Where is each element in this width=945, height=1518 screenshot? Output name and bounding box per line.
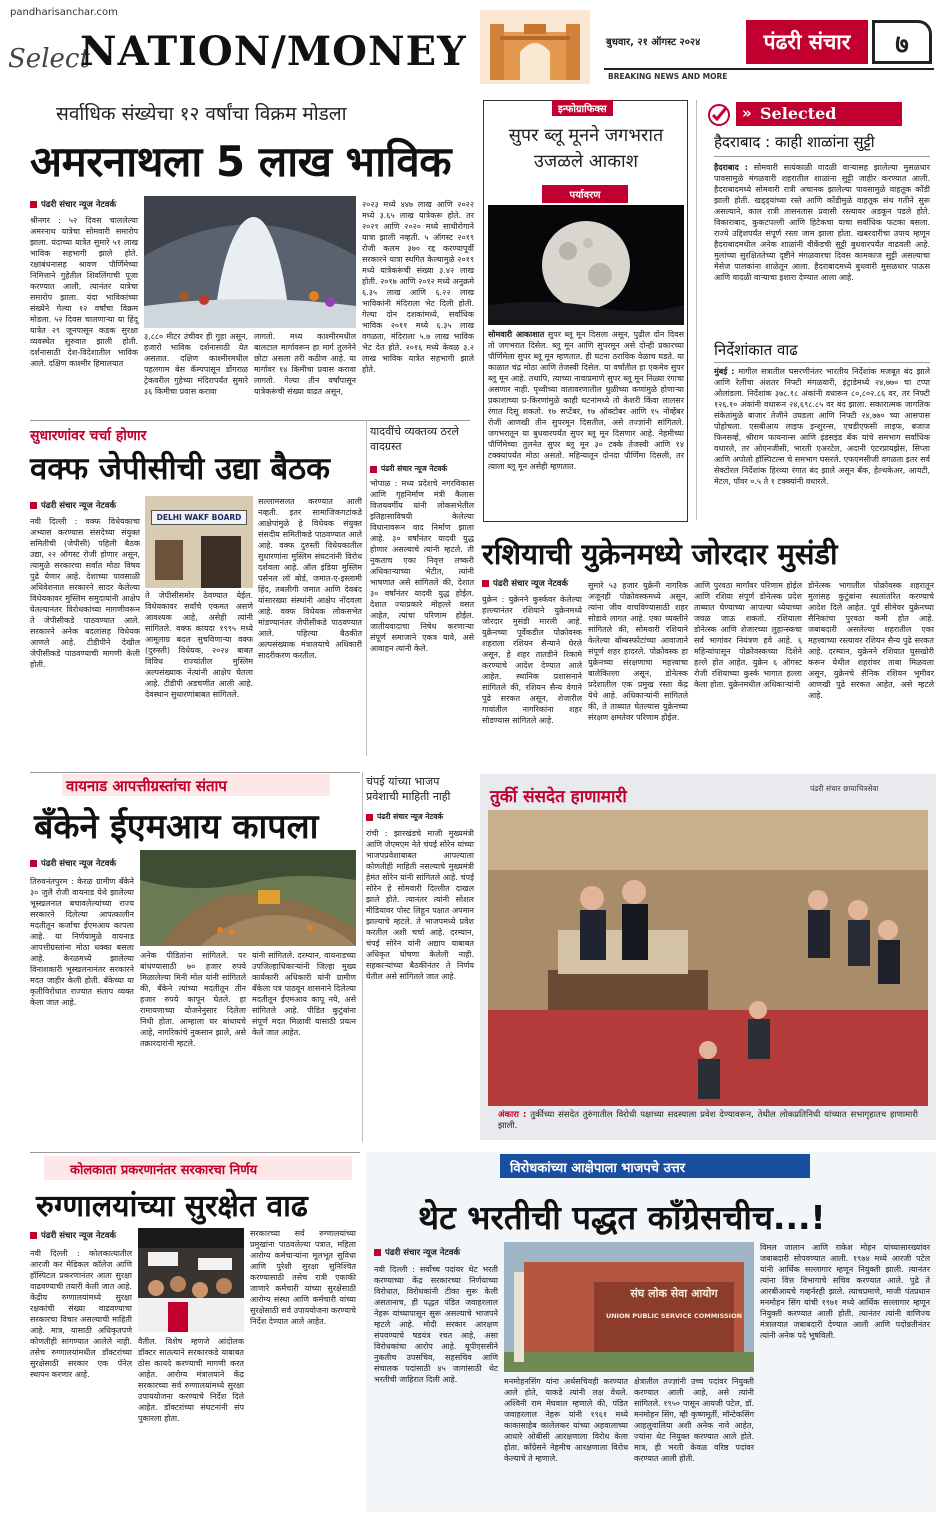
infographic-lead: सोमवारी आकाशात bbox=[488, 330, 545, 339]
section-rule-wayanad bbox=[30, 772, 360, 773]
russia-col4: डोनेत्स्क भागातील पोक्रोवस्क शहरातून मुलांसह कुटुंबांना स्थलांतरित करण्याचे आदेश दिले आहेत. पूर्व सीमेवर युक्रेनच्या सैनिकांचा पुरवठा कमी होत आहे. जबाबदारी असलेल्या शहरातील एका महत्त्वाच्या रस्त्यावर रशियन सैन्य पुढे सरकत आहे. दरम्यान, युक्रेनने रशियात घुसखोरी करून येथील शहरांवर ताबा मिळवला असून, युक्रेनचे सैनिक रशियन भूमीवर आणखी पुढे सरकत आहेत, असे म्हटले आहे. bbox=[808, 581, 934, 700]
selected-tag: Selected bbox=[760, 104, 837, 123]
parliament-brawl-photo bbox=[488, 810, 928, 1106]
amarnath-kicker: सर्वाधिक संख्येचा १२ वर्षांचा विक्रम मोडला bbox=[56, 103, 347, 125]
infographic-tag: इन्फोग्राफिक्स bbox=[552, 100, 613, 116]
selected-headline-1: हैदराबाद : काही शाळांना सुट्टी bbox=[714, 133, 875, 151]
wayanad-headline: बँकेने ईएमआय कापला bbox=[34, 807, 319, 847]
yadav-headline: यादवींचे व्यक्तव्य ठरले वादग्रस्त bbox=[370, 425, 459, 453]
selected-text-1-body: सोमवारी सायंकाळी वादळी वाऱ्यासह झालेल्या मुसळधार पावसामुळे मंगळवारी शहरातील शाळांना सुट्टी जाहीर करण्यात आली. हैदराबादमध्ये सोमवारी रात्री अचानक झालेल्या पावसामुळे वाहतूक कोंडी झाली होती. खड्ड्यांच्या रस्ते आणि कोंडीमुळे वाहतूक संथ गतीने सुरू असल्याने, काल रात्री तासनतास प्रवासी रस्त्यावर अडकून पडले होते. विकाराबाद, कुकटपल्ली आणि हिटेकचा याचा सर्वाधिक फटका बसला. राज्ये उद्दिशपर्यंत संपूर्ण रस्ता जाम झाला होता. खबरदारीचा उपाय म्हणून हैदराबादमधील अनेक शाळांनी वीकेंडची सुट्टी बुधवारपर्यंत वाढवली आहे. मुलांच्या सुरक्षिततेच्या दृष्टीने मंगळवारचा दिवस कामकाज सुट्टी असल्याचा मेसेज पालकांना शाळेतून आला. हैदराबादमध्ये बुधवारी मुसळधार पाऊस आणि वादळी वाऱ्याचा इशारा देण्यात आला आहे. bbox=[714, 163, 931, 282]
champai-byline: पंढरी संचार न्यूज नेटवर्क bbox=[366, 812, 443, 822]
wayanad-col3: यांनी सांगितले. दरम्यान, वायनाडच्या उपजिल्हाधिकाऱ्यांनी जिल्हा मुख्य कार्यकारी अधिकारी यांनी ग्रामीण बँकेला पत्र पाठवून शासनाने दिलेल्या मदतीतून ईएमआय कापू नये, असे सांगितले आहे. पीडित कुटुंबांना संपूर्ण मदत मिळावी यासाठी प्रयत्न केले जात आहेत. bbox=[252, 951, 356, 1037]
select-label: Select bbox=[8, 44, 90, 74]
turkey-caption-box bbox=[488, 1108, 928, 1140]
super-moon-photo bbox=[488, 205, 684, 325]
infographic-body: सुपर ब्लू मून दिसला असून, पुढील दोन दिवस तो जगभरात दिसेल. ब्लू मून आणि सुपरमून असे दोन्ही प्रकारच्या पौर्णिमेला सुपर ब्लू मून म्हणतात. ही घटना ठराविक वेळाच घडते. या काळात चंद्र मोठा आणि तेजस्वी दिसेल. या वर्षांतील हा एकमेव सुपर ब्लू मून आहे. तथापि, त्याच्या नावाप्रमाणे सुपर ब्लू मून निळ्या रंगाचा असणार नाही. पृथ्वीच्या वातावरणातील धुळीच्या कणांमुळे होणाऱ्या प्रकाशाच्या प्र-किरणांमुळे काही घटनांमध्ये तो केशरी किंवा लालसर रंगात दिसू शकतो. १७ सप्टेंबर, १७ ऑक्टोबर आणि १५ नोव्हेंबर रोजी आणखी तीन सुपरमून दिसतील, असे तज्ज्ञांनी सांगितले. जगभरातून या बुधवारपर्यंत सुपर ब्लू मून दिसणार आहे. नेहमीच्या पौर्णिमेच्या तुलनेत सुपर ब्लू मून ३० टक्के तेजस्वी आणि १४ टक्क्यांपर्यंत मोठा असतो. महिन्यातून दोनदा पौर्णिमा दिसली, तर त्याला ब्लू मून असेही म्हणतात. bbox=[488, 330, 684, 471]
kolkata-byline: पंढरी संचार न्यूज नेटवर्क bbox=[30, 1230, 116, 1241]
chevrons-icon: » bbox=[742, 104, 752, 122]
paper-name-box bbox=[746, 20, 868, 64]
gateway-monument-icon bbox=[480, 10, 590, 84]
selected-text-1 bbox=[714, 162, 930, 324]
russia-headline: रशियाची युक्रेनमध्ये जोरदार मुसंडी bbox=[482, 537, 838, 571]
wayanad-col1: तिरुवनंतपुरम : केरळ ग्रामीण बँकेने ३० जुलै रोजी वायनाड येथे झालेल्या भूस्खलनात बचावलेल्यांच्या राज्य सरकारने दिलेल्या आपत्कालीन मदतीतून कर्जाचा ईएमआय कापला आहे. या निर्णयामुळे वायनाड आपत्तीग्रस्तांना मोठा धक्का बसला आहे. केरळमध्ये झालेल्या विनाशकारी भूस्खलनानंतर सरकारने मदत जाहीर केली होती. बँकेच्या या कृतीविरोधात राज्यात संताप व्यक्त केला जात आहे. bbox=[30, 877, 134, 1007]
masthead-rule bbox=[604, 68, 934, 70]
amarnath-byline: पंढरी संचार न्यूज नेटवर्क bbox=[30, 199, 116, 210]
wayanad-aside-divider bbox=[362, 772, 363, 1142]
upsc-sign-hindi: संघ लोक सेवा आयोग bbox=[630, 1287, 718, 1300]
turkey-caption bbox=[498, 1110, 918, 1138]
kolkata-col2: वैतील. विशेष म्हणजे आंदोलक डॉक्टर सातत्याने सरकारकडे याबाबत ठोस कायदे करण्याची मागणी करत आहेत. आरोग्य मंत्रालयाने केंद्र सरकारच्या सर्व रुग्णालयांमध्ये सुरक्षा उपाययोजना करण्याचे निर्देश दिले आहेत. डॉक्टरांच्या संघटनांनी संप पुकारला होता. bbox=[138, 1337, 244, 1423]
selected-headline-2: निर्देशांकात वाढ bbox=[714, 341, 798, 359]
upsc-byline: पंढरी संचार न्यूज नेटवर्क bbox=[374, 1247, 460, 1258]
waqf-col1: नवी दिल्ली : वक्फ विधेयकाचा अभ्यास करण्यास संसदेच्या संयुक्त समितीची (जेपीसी) पहिली बैठक उद्या, २२ ऑगस्ट रोजी होणार असून, त्यामुळे सरकारचा सर्वात मोठा विषय पुढे येणार आहे. देशाच्या पावसाळी अधिवेशनात सरकारने सादर केलेल्या विधेयकावर मुस्लिम समुदायांनी आक्षेप घेतल्यानंतर विरोधकांच्या मागणीवरून ते जेपीसीकडे पाठवण्यात आले. सरकारने अनेक बदलांसह विधेयक आणले आहे. टीडीपीने देखील जेपीसीकडे पाठवण्याची मागणी केली होती. bbox=[30, 517, 140, 669]
amarnath-col3: लागतो. मध्य काश्मीरमधील बालटाल मार्गावरून हा मार्ग तुलनेने छोटा असला तरी कठीण आहे. या मार्गावर १४ किमीचा प्रवास करावा लागतो. गेल्या तीन वर्षांपासून यात्रेकरूंची संख्या वाढत असून, bbox=[254, 332, 356, 396]
upsc-headline: थेट भरतीची पद्धत काँग्रेसचीच...! bbox=[418, 1198, 826, 1237]
turkey-caption-lead: अंकारा : bbox=[498, 1110, 527, 1120]
infographic-subtag: पर्यावरण bbox=[542, 185, 628, 203]
wayanad-byline: पंढरी संचार न्यूज नेटवर्क bbox=[30, 858, 116, 869]
upsc-sign-english: UNION PUBLIC SERVICE COMMISSION bbox=[605, 1312, 743, 1320]
building-window bbox=[155, 540, 183, 580]
landslide-photo bbox=[140, 850, 356, 946]
selected-tag-box bbox=[736, 102, 902, 126]
wayanad-kicker: वायनाड आपत्तीग्रस्तांचा संताप bbox=[66, 777, 227, 795]
champai-headline: चंपई यांच्या भाजप प्रवेशाची माहिती नाही bbox=[366, 775, 451, 803]
kolkata-headline: रुग्णालयांच्या सुरक्षेत वाढ bbox=[36, 1189, 308, 1224]
champai-text: रांची : झारखंडचे माजी मुख्यमंत्री आणि जेएमएम नेते चंपई सोरेन यांच्या भाजपप्रवेशाबाबत आपल्याला कोणतीही माहिती नसल्याचे मुख्यमंत्री हेमंत सोरेन यांनी सांगितले आहे. चंपई सोरेन हे सोमवारी दिल्लीत दाखल झाले होते. त्यानंतर त्यांनी सोशल मीडियावर पोस्ट लिहून पक्षात अपमान झाल्याचे म्हटले. ते भाजपमध्ये प्रवेश करतील अशी चर्चा आहे. दरम्यान, चंपई सोरेन यांनी अद्याप याबाबत अधिकृत घोषणा केलेली नाही. सहकाऱ्यांच्या बैठकीनंतर ते निर्णय घेतील असे सांगितले जात आहे. bbox=[366, 829, 474, 981]
paper-name: पंढरी संचार bbox=[763, 30, 851, 54]
issue-date: बुधवार, २१ ऑगस्ट २०२४ bbox=[606, 37, 701, 48]
kolkata-kicker: कोलकाता प्रकरणानंतर सरकारचा निर्णय bbox=[70, 1163, 258, 1178]
turkey-box bbox=[480, 774, 936, 1140]
waqf-col3: सल्लामसलत करण्यात आली नव्हती. इतर सामाजिकगटांकडे आक्षेपांमुळे हे विधेयक संयुक्त संसदीय समितीकडे पाठवण्यात आले आहे. वक्फ दुरुस्ती विधेयकातील सुधारणांना मुस्लिम संघटनांनी विरोध दर्शवला आहे. ऑल इंडिया मुस्लिम पर्सनल लॉ बोर्ड, जमात-ए-इस्लामी हिंद, तबलीगी जमात आणि देवबंद यांसारख्या संस्थांनी आक्षेप नोंदवला आहे. वक्फ विधेयक लोकसभेत मांडण्यानंतर जेपीसीकडे पाठवण्यात आले. पहिल्या बैठकीत अल्पसंख्याक मंत्रालयाचे अधिकारी सादरीकरण करतील. bbox=[258, 497, 362, 660]
page-number-box bbox=[872, 20, 932, 64]
waqf-byline: पंढरी संचार न्यूज नेटवर्क bbox=[30, 500, 116, 511]
amarnath-headline: अमरनाथला 5 लाख भाविक bbox=[30, 137, 451, 186]
waqf-headline: वक्फ जेपीसीची उद्या बैठक bbox=[30, 451, 330, 487]
masthead bbox=[0, 0, 945, 96]
breaking-news: BREAKING NEWS AND MORE bbox=[608, 72, 728, 81]
page-number: ७ bbox=[895, 30, 909, 60]
russia-col3: आणि पुरवठा मार्गांवर परिणाम होईल आणि रशिया संपूर्ण डोनेत्स्क प्रदेश ताब्यात घेण्याच्या आपल्या ध्येयाच्या जवळ जाऊ शकतो. रशियाला डोनेत्स्क आणि शेजारच्या लुहान्स्कचा सर्व भागांवर नियंत्रण हवे आहे. ६ महिन्यांपासून पोक्रोवस्कच्या दिशेने हल्ले होत आहेत. युक्रेन ६ ऑगस्ट रोजी रशियाच्या कुर्स्क भागात हल्ला केला होता. युक्रेनमधील अधिकाऱ्यांनी bbox=[694, 581, 802, 689]
selected-text-2-lead: मुंबई : bbox=[714, 367, 735, 376]
waqf-board-sign: DELHI WAKF BOARD bbox=[151, 510, 247, 525]
amarnath-col2: ३,८८० मीटर उंचीवर ही गुहा असून, हजारो भाविक दर्शनासाठी येत असतात. दक्षिण काश्मीरमधील पहलगाम बेस कॅम्पपासून डोंगराळ ट्रेकवरील गुहेच्या मंदिरापर्यंत सुमारे ३६ किमीचा प्रवास करावा bbox=[144, 332, 248, 396]
amarnath-cave-photo bbox=[144, 196, 356, 328]
russia-byline: पंढरी संचार न्यूज नेटवर्क bbox=[482, 578, 568, 589]
section-title: NATION/MONEY bbox=[80, 28, 467, 75]
building-door bbox=[201, 536, 241, 588]
russia-col2: सुमारे ५३ हजार युक्रेनी नागरिक अजूनही पोक्रोवस्कमध्ये असून, त्यांना जीव वाचविण्यासाठी शहर सोडावे लागत आहे. एका व्यक्तीने सांगितले की, सोमवारी रशियाने केलेल्या बॉम्बस्फोटांच्या आवाजाने संपूर्ण शहर हादरले. पोक्रोवस्क हा युक्रेनच्या संरक्षणाचा महत्त्वाचा बालेकिल्ला असून, डोनेत्स्क प्रदेशातील एक प्रमुख रस्ता केंद्र येथे आहे. अधिकाऱ्यांनी सांगितले की, ते ताब्यात घेतल्यास युक्रेनच्या संरक्षण क्षमतेवर परिणाम होईल. bbox=[588, 581, 688, 722]
infographic-text bbox=[488, 329, 684, 519]
kolkata-col3: सरकारच्या सर्व रुग्णालयांच्या प्रमुखांना पाठवलेल्या पत्रात, महिला आरोग्य कर्मचाऱ्यांना मूलभूत सुविधा आणि पुरेशी सुरक्षा सुनिश्चित करण्यासाठी तसेच रात्री एकाकी जाणारे कर्मचारी यांच्या सुरक्षेसाठी आरोग्य संस्था आणि कर्मचारी यांच्या सुरक्षेसाठी सर्व उपाययोजना करण्याचे निर्देश देण्यात आले आहेत. bbox=[250, 1229, 356, 1326]
site-url[interactable]: pandharisanchar.com bbox=[10, 7, 118, 18]
amarnath-col4: २०२३ मध्ये ४४७ लाख आणि २०२२ मध्ये ३.६५ लाख यात्रेकरू होते. तर २०२१ आणि २०२० मध्ये साथीरोगाने यात्रा झाली नव्हती. ५ ऑगस्ट २०१९ रोजी कलम ३७० रद्द करण्यापूर्वी सरकारने यात्रा स्थगित केल्यामुळे २०१९ मध्ये यात्रेकरूंची संख्या ३.४२ लाख होती. २०१७ आणि २०१२ मध्ये अनुक्रमे ६.३५ लाख आणि ६.२२ लाख भाविकांनी मंदिराला भेट दिली होती. गेल्या दोन दशकांमध्ये, सर्वाधिक भाविक २०११ मध्ये ६.३५ लाख वगळता, मंदिराला ५.७ लाख भाविक भेट देत होते. २०१६ मध्ये केवळ ३.२ लाख भाविक यात्रेत सहभागी झाले होते. bbox=[362, 200, 474, 374]
upsc-col1: नवी दिल्ली : सर्वोच्च पदांवर थेट भरती करण्याच्या केंद्र सरकारच्या निर्णयाच्या विरोधात, विरोधकांनी टीका सुरू केली असतानाच, ही पद्धत पंडित जवाहरलाल नेहरू यांच्यापासून सुरू असल्याचे भाजपने म्हटले आहे. मोदी सरकार आरक्षण संपवण्याचे षडयंत्र रचत आहे, असा विरोधकांचा आरोप आहे. यूपीएससीने नुकतीच उपसचिव, सहसचिव आणि संचालक पदांसाठी ४५ जागांसाठी थेट भरतीची जाहिरात दिली आहे. bbox=[374, 1265, 498, 1384]
amarnath-col1: श्रीनगर : ५२ दिवस चाललेल्या अमरनाथ यात्रेचा सोमवारी समारोप झाला. यंदाच्या यात्रेत सुमारे ५१ लाख भाविक सहभागी झाले होते. रक्षाबंधनासह श्रावण पौर्णिमेच्या निमित्ताने गुहेतील शिवलिंगाची पूजा करण्यात आली, त्यानंतर यात्रेचा समारोप झाला. यंदा भाविकांच्या संख्येने गेल्या १२ वर्षांचा विक्रम मोडला. ५२ दिवस चालणाऱ्या या हिंदू यात्रेत २९ जूनपासून कडक सुरक्षा व्यवस्थेत सुरुवात झाली होती. दर्शनासाठी देश-विदेशातील भाविक आले. दक्षिण काश्मीर हिमालयात bbox=[30, 216, 138, 368]
selected-text-2-body: मागील सत्रातील घसरणीनंतर भारतीय निर्देशांक मजबूत बंद झाले आणि रेलींचा अंशतर निफ्टी मंगळवारी, इंट्राडेमध्ये २४,७७० चा टप्पा ओलांडला. निर्देशांक ३७८.१८ अंकांनी वधारून ८०,८०२.८६ वर, तर निफ्टी १२६.१० अंकांनी वधारून २४,६९८.८५ वर बंद झाला. सकारात्मक जागतिक संकेतांमुळे बाजार तेजीने उघडला आणि निफ्टी २४,७७० च्या आसपास पोहोचला. एसबीआय लाइफ इन्शुरन्स, एचडीएफसी लाइफ, बजाज फिनसर्व्ह, श्रीराम फायनान्स आणि इंडसइंड बँक यांचे समभाग सर्वाधिक वधारले, तर ओएनजीसी, भारती एअरटेल, अदानी एंटरप्रायझेस, सिप्ला आणि अपोलो हॉस्पिटल्स चे समभाग घसरले. एफएमसीजी वगळता इतर सर्व सेक्टोरल निर्देशांक हिरव्या रंगात बंद झाले असून बँक, हेल्थकेअर, आयटी, मेटल, पॉवर ०.५ ते १ टक्क्यांनी वधारले. bbox=[714, 367, 931, 486]
yadav-text: भोपाळ : मध्य प्रदेशचे नगरविकास आणि गृहनिर्माण मंत्री कैलास विजयवर्गीय यांनी लोकसभेतील इतिहासाविषयी केलेल्या विधानावरून वाद निर्माण झाला आहे. ३० वर्षांनंतर यादवी युद्ध होणार असल्याचे त्यांनी म्हटले. ती नुकताच एका निवृत्त लष्करी अधिकाऱ्याच्या भेटीत, त्यांनी भाषणात असे सांगितले की, देशात ३० वर्षांनंतर यादवी युद्ध होईल. देशात ज्याप्रकारे मोहल्ले वसत आहेत, त्यांचा परिणाम होईल. जातीयवादाचा निषेध करणाऱ्या संपूर्ण समाजाने एकत्र यावे, असे आवाहन त्यांनी केले. bbox=[370, 479, 474, 653]
russia-col1: युक्रेन : युक्रेनने कुर्स्कवर केलेल्या हल्ल्यानंतर रशियाने युक्रेनमध्ये जोरदार मुसंडी मारली आहे. युक्रेनच्या पूर्वेकडील पोक्रोवस्क शहराला रशियन सैन्याने घेरले असून, हे शहर तातडीने रिकामे करण्याचे आदेश देण्यात आले आहेत. स्थानिक प्रशासनाने सांगितले की, रशियन सैन्य वेगाने पुढे सरकत असून, शेजारील गावांतील नागरिकांना शहर सोडण्यास सांगितले आहे. bbox=[482, 595, 582, 725]
waqf-aside-divider bbox=[366, 420, 367, 756]
waqf-kicker: सुधारणांवर चर्चा होणार bbox=[30, 428, 147, 444]
upsc-kicker: विरोधकांच्या आक्षेपाला भाजपचे उत्तर bbox=[510, 1161, 686, 1176]
kolkata-col1: नवी दिल्ली : कोलकात्यातील आरजी कर मेडिकल कॉलेज आणि हॉस्पिटल प्रकरणानंतर आता सुरक्षा वाढवण्याची तयारी केली जात आहे. केंद्रीय रुग्णालयांमध्ये सुरक्षा रक्षकांची संख्या वाढवण्याचा सरकारचा विचार असल्याची माहिती आहे. मात्र, यासाठी अधिकृतपणे कोणतीही सांगण्यात आलेले नाही. तसेच रुग्णालयांमधील डॉक्टरांच्या सुरक्षेसाठी सरकार एक पॅनेल स्थापन करणार आहे. bbox=[30, 1249, 132, 1379]
turkey-headline: तुर्की संसदेत हाणामारी bbox=[490, 787, 627, 807]
selected-text-2 bbox=[714, 366, 930, 520]
upsc-building-photo bbox=[504, 1242, 754, 1372]
selected-sidebar bbox=[700, 100, 936, 520]
turkey-caption-body: तुर्कीच्या संसदेत तुरुंगातील विरोधी पक्षाच्या सदस्याला प्रवेश देण्यावरून, तेथील लोकप्रतिनिधी यांच्यात सभागृहातच हाणामारी झाली. bbox=[498, 1110, 919, 1131]
yadav-byline: पंढरी संचार न्यूज नेटवर्क bbox=[370, 464, 447, 474]
section-rule-waqf bbox=[30, 420, 470, 421]
sidebar-divider bbox=[696, 100, 697, 520]
check-icon bbox=[708, 104, 730, 126]
upsc-col2: मनमोहनसिंग यांना अर्थसचिवही करण्यात आले होते, याकडे त्यांनी लक्ष वेधले. अश्विनी राम मेघवाल म्हणाले की, पंडित जवाहरलाल नेहरू यांनी १९६१ मध्ये काकासाहेब कालेलकर यांच्या अहवालाच्या आधारे ओबीसी आरक्षणाला विरोध केला होता. काँग्रेसने नेहमीच आरक्षणाला विरोध केल्याचे ते म्हणाले. bbox=[504, 1377, 628, 1463]
waqf-col2: ते जेपीसीसमोर ठेवण्यात येईल. विधेयकावर सर्वांचे एकमत असणे आवश्यक आहे, असेही त्यांनी सांगितले. वक्फ कायदा १९९५ मध्ये आमूलाग्र बदल सुचविणाऱ्या वक्फ (दुरुस्ती) विधेयक, २०२४ बाबत विविध राज्यांतील मुस्लिम अल्पसंख्याक नेत्यांनी आक्षेप घेतला आहे. टीडीपी अडचणीत आली आहे. देवस्थान सुधारणांबाबत सांगितले. bbox=[145, 591, 253, 699]
infographic-headline: सुपर ब्लू मूनने जगभरात उजळले आकाश bbox=[508, 125, 664, 172]
sidebar-rule-1 bbox=[714, 156, 930, 157]
sidebar-rule-2 bbox=[714, 362, 930, 363]
wayanad-col2: अनेक पीडितांना सांगितले. पर बांधण्यासाठी ७० हजार रुपये मिळालेल्या मिनी मोल यांनी सांगितले की, बँकेने त्यांच्या मदतीतून तीन हजार रुपये कापून घेतले. हा रामायणाच्या योजनेनुसार दिलेला निधी होता. आम्हाला घर बांधायचे आहे, नागरिकांचे नुकसान झाले, असे तक्रारदारांनी म्हटले. bbox=[140, 951, 246, 1048]
selected-text-1-lead: हैदराबाद : bbox=[714, 163, 748, 172]
turkey-photo-credit: पंढरी संचार छायाचित्रसेवा bbox=[810, 784, 879, 793]
upsc-col4: विमल जालान आणि राकेश मोहन यांच्यासारख्यांवर जबाबदारी सोपवण्यात आली. १९७४ मध्ये आरजी पटेल यांनी आर्थिक सल्लागार म्हणून नियुक्ती झाली. त्यानंतर त्यांना वित्त विभागाचे सचिव करण्यात आले. पुढे ते आरबीआयचे गव्हर्नरही झाले. त्याचप्रमाणे, माजी पंतप्रधान मनमोहन सिंग यांची १९७१ मध्ये आर्थिक सल्लागार म्हणून नियुक्ती करण्यात आली होती. त्यानंतर त्यांनी वाणिज्य मंत्रालयात जबाबदारी देण्यात आली आणि पदोन्नतीनंतर त्यांनी अनेक पदे भूषविली. bbox=[760, 1243, 930, 1340]
protest-photo bbox=[138, 1228, 244, 1332]
infographic-box bbox=[483, 100, 688, 522]
section-rule-kolkata bbox=[30, 1152, 360, 1153]
upsc-col3: क्षेत्रातील तज्ज्ञांनी उच्च पदांवर नियुक्ती करण्यात आली आहे, असे त्यांनी सांगितले. १९५० पासून आयजी पटेल, डॉ. मनमोहन सिंग, व्ही कृष्णमूर्ती, मॉन्टेकसिंग आहलुवालिया अशी अनेक नावे आहेत, ज्यांना थेट नियुक्त करण्यात आले होते. मात्र, ही भरती केवळ वरिष्ठ पदांवर करण्यात आली होती. bbox=[634, 1377, 754, 1463]
waqf-board-photo bbox=[145, 496, 253, 588]
